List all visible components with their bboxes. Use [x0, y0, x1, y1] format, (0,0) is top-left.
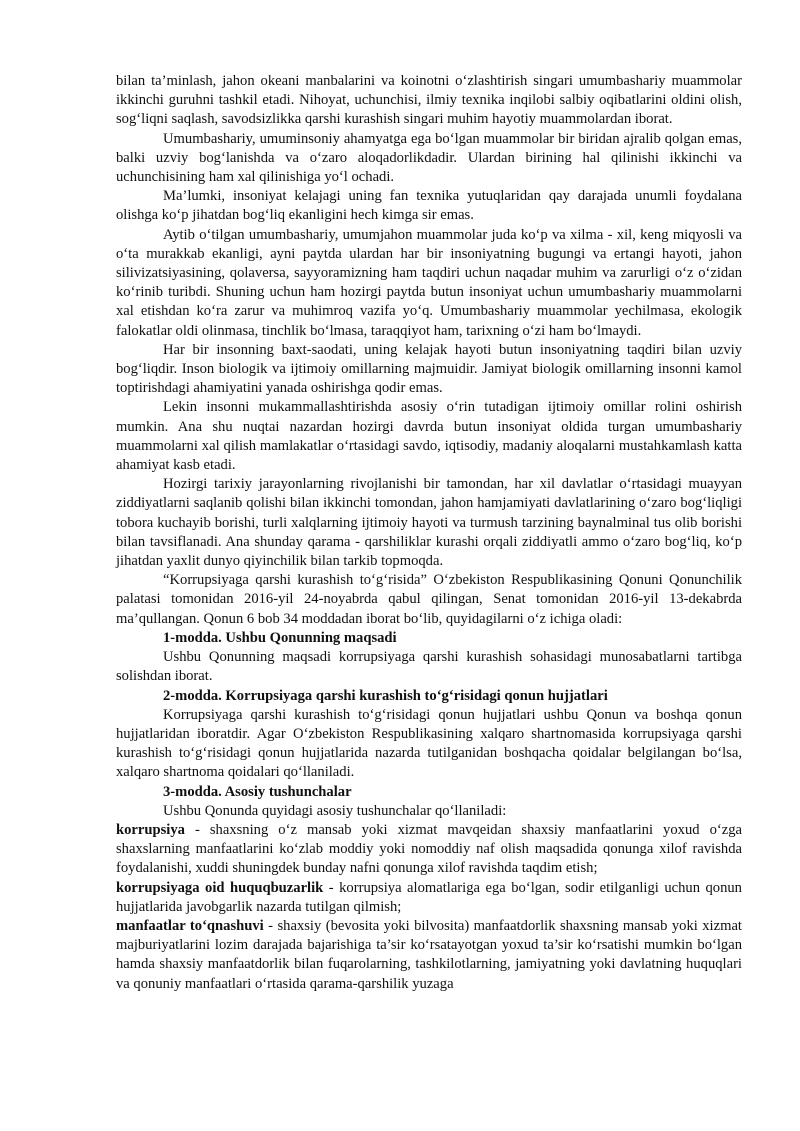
- paragraph-8: “Korrupsiyaga qarshi kurashish to‘g‘risida” O‘zbekiston Respublikasining Qonuni Qonunchilik palatasi tomonidan 2016-yil 24-noyabrda qabul qilingan, Senat tomonidan 2016-yil 13-dekabrda ma’qullangan. Qonun 6 bob 34 moddadan iborat bo‘lib, quyidagilarni o‘z ichiga oladi:: [116, 572, 742, 627]
- definition-text: - shaxsiy (bevosita yoki bilvosita) manfaatdorlik shaxsning mansab yoki xizmat majburiyatlarini lozim darajada bajarishiga ta’sir ko‘rsatayotgan yoxud ta’sir ko‘rsatishi mumkin bo‘lgan hamda shaxsiy manfaatdorlik bilan fuqarolarning, tashkilotlarning, jamiyatning yoki davlatning huquqlari va qonuniy manfaatlari o‘rtasida qarama-qarshilik yuzaga: [116, 917, 742, 992]
- definition-term: manfaatlar to‘qnashuvi: [116, 917, 264, 934]
- paragraph-2: Umumbashariy, umuminsoniy ahamyatga ega bo‘lgan muammolar bir biridan ajralib qolgan emas, balki uzviy bog‘lanishda va o‘zaro aloqadorlikdadir. Ulardan birining hal qilinishi ikkinchi va uchunchisining ham xal qilinishiga yo‘l ochadi.: [116, 130, 742, 186]
- article-1-heading: 1-modda. Ushbu Qonunning maqsadi: [163, 629, 397, 646]
- paragraph-7: Hozirgi tarixiy jarayonlarning rivojlanishi bir tamondan, har xil davlatlar o‘rtasidagi muayyan ziddiyatlarni saqlanib qolishi bilan ikkinchi tomondan, jahon hamjamiyati davlatlarining o‘zaro bog‘liqligi tobora kuchayib borishi, turli xalqlarning ijtimoiy hayoti va turmush tarzining baynalminal tus olib borishi bilan tavsiflanadi. Ana shunday qarama - qarshiliklar kurashi orqali ziddiyatli ammo o‘zaro bog‘liq, ko‘p jihatdan yaxlit dunyo qiyinchilik bilan tarkib topmoqda.: [116, 476, 742, 570]
- article-2-text: Korrupsiyaga qarshi kurashish to‘g‘risidagi qonun hujjatlari ushbu Qonun va boshqa qonun hujjatlaridan iboratdir. Agar O‘zbekiston Respublikasining xalqaro shartnomasida korrupsiyaga qarshi kurashish to‘g‘risidagi qonun hujjatlarida nazarda tutilganidan boshqacha qoidalar belgilangan bo‘lsa, xalqaro shartnoma qoidalari qo‘llaniladi.: [116, 706, 742, 781]
- definition-term: korrupsiyaga oid huquqbuzarlik: [116, 879, 324, 896]
- definition-item: [116, 821, 742, 879]
- definition-item: [116, 879, 742, 917]
- article-3-text: Ushbu Qonunda quyidagi asosiy tushunchalar qo‘llaniladi:: [163, 802, 507, 819]
- paragraph-5: Har bir insonning baxt-saodati, uning kelajak hayoti butun insoniyatning taqdiri bilan uzviy bog‘liqdir. Inson biologik va ijtimoiy omillarning majmuidir. Jamiyat biologik omillarning insonni kamol toptirishdagi ahamiyatini yanada oshirishga qodir emas.: [116, 341, 742, 397]
- definition-term: korrupsiya: [116, 821, 185, 838]
- document-page: [116, 72, 742, 994]
- paragraph-6: Lekin insonni mukammallashtirishda asosiy o‘rin tutadigan ijtimoiy omillar rolini oshirish mumkin. Ana shu nuqtai nazardan hozirgi davrda butun insoniyat oldida turgan umumbashariy muammolarni xal qilish mamlakatlar o‘rtasidagi savdo, iqtisodiy, madaniy aloqalarni mustahkamlash katta ahamiyat kasb etadi.: [116, 399, 742, 474]
- article-3-heading: 3-modda. Asosiy tushunchalar: [163, 783, 352, 800]
- definition-text: - korrupsiya alomatlariga ega bo‘lgan, sodir etilganligi uchun qonun hujjatlarida javobgarlik nazarda tutilgan qilmish;: [116, 879, 742, 915]
- paragraph-4: Aytib o‘tilgan umumbashariy, umumjahon muammolar juda ko‘p va xilma - xil, keng miqyosli va o‘ta murakkab ekanligi, ayni paytda ulardan har bir insoniyatning bugungi va ertangi hayoti, jahon silivizatsiyasining, qolaversa, sayyoramizning ham taqdiri uchun naqadar muhim va zarurligi o‘z o‘zidan ko‘rinib turibdi. Shuning uchun ham hozirgi paytda butun insoniyat uchun umumbashariy muammolarni xal etishdan ko‘ra zarur va muhimroq vazifa yo‘q. Umumbashariy muammolar yechilmasa, ekologik falokatlar oldi olinmasa, tinchlik bo‘lmasa, taraqqiyot ham, tarixning o‘zi ham bo‘lmaydi.: [116, 226, 742, 339]
- article-2-heading: 2-modda. Korrupsiyaga qarshi kurashish to‘g‘risidagi qonun hujjatlari: [163, 687, 608, 704]
- definition-item: [116, 917, 742, 994]
- paragraph-1: bilan ta’minlash, jahon okeani manbalarini va koinotni o‘zlashtirish singari umumbashariy muammolar ikkinchi guruhni tashkil etadi. Nihoyat, uchunchisi, ilmiy texnika inqilobi salbiy oqibatlarini oldini olish, sog‘liqni saqlash, savodsizlikka qarshi kurashish singari muhim hayotiy muammolardan iborat.: [116, 73, 742, 128]
- paragraph-3: Ma’lumki, insoniyat kelajagi uning fan texnika yutuqlaridan qay darajada unumli foydalana olishga ko‘p jihatdan bog‘liq ekanligini hech kimga sir emas.: [116, 188, 742, 224]
- article-1-text: Ushbu Qonunning maqsadi korrupsiyaga qarshi kurashish sohasidagi munosabatlarni tartibga solishdan iborat.: [116, 649, 742, 685]
- definition-text: - shaxsning o‘z mansab yoki xizmat mavqeidan shaxsiy manfaatlarini yoxud o‘zga shaxslarning manfaatlarini ko‘zlab moddiy yoki nomoddiy naf olish maqsadida qonunga xilof ravishda foydalanishi, xuddi shuningdek bunday nafni qonunga xilof ravishda taqdim etish;: [116, 821, 742, 877]
